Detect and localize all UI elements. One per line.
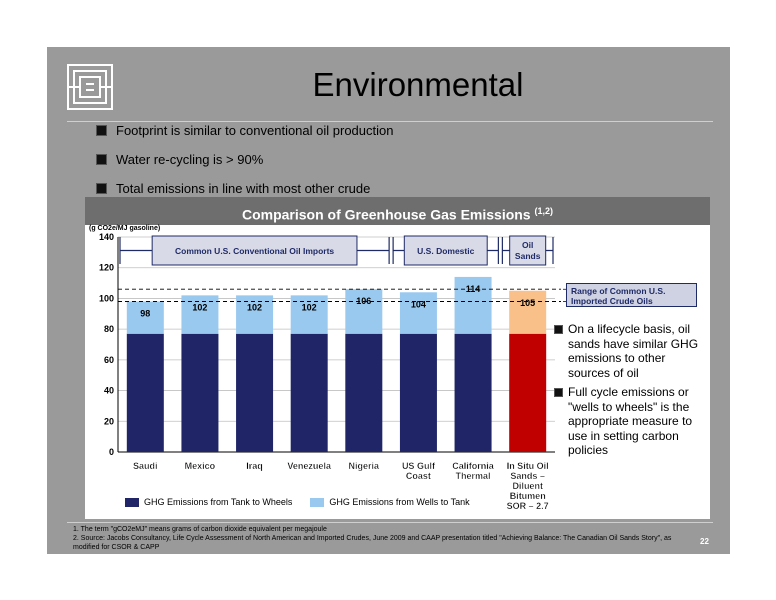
bar-tank-to-wheels — [127, 334, 164, 452]
bar-total-label: 102 — [247, 302, 263, 313]
y-tick-label: 20 — [103, 416, 114, 427]
range-annotation: Range of Common U.S. Imported Crude Oils — [566, 283, 697, 307]
chart-panel — [85, 225, 710, 519]
bar-tank-to-wheels — [455, 334, 492, 452]
x-category-label: Coast — [405, 471, 431, 481]
y-tick-label: 40 — [103, 385, 114, 396]
x-category-label: Venezuela — [287, 461, 331, 471]
y-tick-label: 80 — [103, 324, 114, 335]
x-category-label: Saudi — [133, 461, 158, 471]
bar-total-label: 102 — [301, 302, 317, 313]
x-category-label: California — [452, 461, 494, 471]
y-tick-label: 0 — [108, 447, 114, 457]
side-bullet-item — [554, 385, 704, 458]
bar-total-label: 106 — [356, 296, 372, 307]
bullet-text: Footprint is similar to conventional oil production — [116, 123, 394, 138]
x-category-label: Thermal — [455, 471, 491, 481]
bar-tank-to-wheels — [236, 334, 273, 452]
company-logo — [67, 64, 113, 110]
bullet-text: Total emissions in line with most other crude — [116, 181, 371, 196]
bar-tank-to-wheels — [345, 334, 382, 452]
y-tick-label: 60 — [103, 354, 114, 365]
bar-total-label: 102 — [192, 302, 208, 313]
bar-total-label: 98 — [140, 308, 151, 319]
x-category-label: US Gulf — [401, 461, 435, 471]
side-bullet-text: On a lifecycle basis, oil sands have similar GHG emissions to other sources of oil — [568, 322, 699, 380]
bar-total-label: 114 — [465, 283, 481, 294]
chart-title-footnote-ref: (1,2) — [534, 206, 554, 216]
footnote: 1. The term "gCO2eMJ" means grams of carbon dioxide equivalent per megajoule — [73, 526, 327, 533]
x-category-label: Nigeria — [348, 461, 380, 471]
legend-swatch — [310, 498, 324, 507]
footnote: 2. Source: Jacobs Consultancy, Life Cycle Assessment of North American and Imported Crudes, June 2009 and CAAP presentation titled "Achieving Balance: The Canadian Oil Sands Story", as modified for CSOR & CAPP — [73, 535, 672, 551]
title-divider — [67, 121, 713, 122]
x-category-label: Bitumen — [509, 491, 546, 501]
x-category-label: Sands – — [510, 471, 545, 481]
group-label: U.S. Domestic — [417, 246, 475, 256]
x-category-label: Iraq — [246, 461, 263, 471]
chart-title: Comparison of Greenhouse Gas Emissions — [241, 206, 531, 223]
x-category-label: SOR – 2.7 — [506, 501, 549, 511]
group-label: Oil — [522, 240, 534, 250]
bullet-square-icon — [554, 325, 563, 334]
bullet-item — [96, 152, 263, 167]
y-tick-label: 140 — [98, 232, 114, 242]
footnotes — [73, 525, 693, 552]
bullet-square-icon — [96, 125, 107, 136]
bullet-square-icon — [554, 388, 563, 397]
side-bullet-item — [554, 322, 704, 380]
bar-tank-to-wheels — [400, 334, 437, 452]
y-axis-unit-label: (g CO2e/MJ gasoline) — [89, 225, 161, 232]
legend-item-tank-to-wheels — [125, 497, 292, 507]
bar-tank-to-wheels — [509, 334, 546, 452]
bullet-square-icon — [96, 154, 107, 165]
chart-legend — [125, 497, 488, 507]
chart-header — [85, 197, 710, 225]
bar-total-label: 104 — [410, 299, 426, 310]
x-category-label: In Situ Oil — [506, 461, 549, 471]
bar-total-label: 105 — [520, 297, 536, 308]
bar-tank-to-wheels — [291, 334, 328, 452]
x-category-label: Mexico — [184, 461, 216, 471]
page-number: 22 — [700, 537, 709, 546]
side-bullet-text: Full cycle emissions or "wells to wheels" is the appropriate measure to use in setting carbon policies — [568, 385, 693, 457]
slide-title: Environmental — [312, 66, 524, 103]
bullet-text: Water re-cycling is > 90% — [116, 152, 264, 167]
legend-item-wells-to-tank — [310, 497, 469, 507]
bullet-item — [96, 181, 370, 196]
legend-label: GHG Emissions from Tank to Wheels — [144, 497, 293, 507]
bar-tank-to-wheels — [181, 334, 218, 452]
group-label: Common U.S. Conventional Oil Imports — [174, 246, 335, 256]
bullet-square-icon — [96, 183, 107, 194]
y-tick-label: 120 — [98, 262, 114, 273]
y-tick-label: 100 — [98, 293, 114, 304]
legend-swatch — [125, 498, 139, 507]
bullet-item — [96, 123, 393, 138]
footer-divider — [67, 522, 713, 523]
x-category-label: Diluent — [512, 481, 543, 491]
legend-label: GHG Emissions from Wells to Tank — [329, 497, 470, 507]
group-label: Sands — [514, 251, 541, 261]
